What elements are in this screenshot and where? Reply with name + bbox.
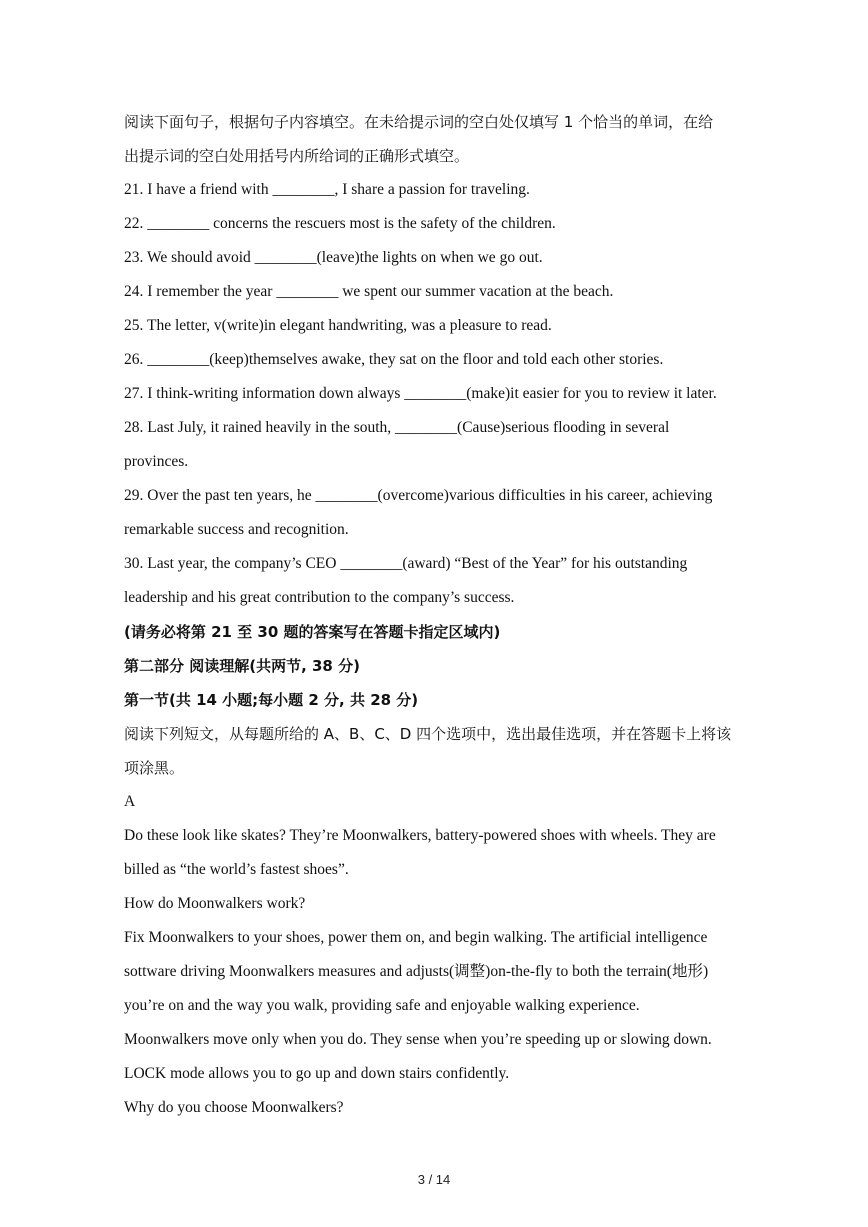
instructions-line-1: 阅读下面句子，根据句子内容填空。在未给提示词的空白处仅填写 1 个恰当的单词，在给 (124, 113, 714, 131)
question-29-continued: remarkable success and recognition. (124, 521, 349, 538)
passage-line: Why do you choose Moonwalkers? (124, 1099, 344, 1116)
question-24: 24. I remember the year ________ we spent our summer vacation at the beach. (124, 283, 614, 300)
passage-line: you’re on and the way you walk, providing safe and enjoyable walking experience. (124, 997, 640, 1014)
passage-line: Do these look like skates? They’re Moonwalkers, battery-powered shoes with wheels. They are (124, 827, 716, 844)
answer-note: (请务必将第 21 至 30 题的答案写在答题卡指定区域内) (124, 623, 501, 641)
question-27: 27. I think-writing information down always ________(make)it easier for you to review it later. (124, 385, 717, 402)
question-28-continued: provinces. (124, 453, 189, 470)
question-22: 22. ________ concerns the rescuers most is the safety of the children. (124, 215, 556, 232)
question-28: 28. Last July, it rained heavily in the south, ________(Cause)serious flooding in several (124, 419, 670, 436)
instructions-line-2: 出提示词的空白处用括号内所给词的正确形式填空。 (124, 147, 470, 165)
question-30: 30. Last year, the company’s CEO ________(award) “Best of the Year” for his outstanding (124, 555, 688, 572)
passage-line: Fix Moonwalkers to your shoes, power them on, and begin walking. The artificial intelligence (124, 929, 708, 946)
question-26: 26. ________(keep)themselves awake, they sat on the floor and told each other stories. (124, 351, 664, 368)
page-number: 3 / 14 (417, 1172, 451, 1187)
passage-line: How do Moonwalkers work? (124, 895, 306, 912)
passage-line: Moonwalkers move only when you do. They sense when you’re speeding up or slowing down. (124, 1031, 712, 1048)
question-29: 29. Over the past ten years, he ________(overcome)various difficulties in his career, achieving (124, 487, 713, 504)
passage-line: LOCK mode allows you to go up and down stairs confidently. (124, 1065, 510, 1082)
question-23: 23. We should avoid ________(leave)the lights on when we go out. (124, 249, 543, 266)
question-25: 25. The letter, v(write)in elegant handwriting, was a pleasure to read. (124, 317, 552, 334)
reading-instructions-line-2: 项涂黑。 (124, 759, 185, 777)
subsection-heading: 第一节(共 14 小题;每小题 2 分, 共 28 分) (124, 691, 419, 709)
question-21: 21. I have a friend with ________, I share a passion for traveling. (124, 181, 530, 198)
section-heading: 第二部分 阅读理解(共两节, 38 分) (124, 657, 360, 675)
page-content (124, 105, 749, 1125)
passage-line: sottware driving Moonwalkers measures and adjusts(调整)on-the-fly to both the terrain(地形) (124, 963, 709, 980)
question-30-continued: leadership and his great contribution to the company’s success. (124, 589, 515, 606)
passage-label: A (124, 793, 136, 810)
reading-instructions-line-1: 阅读下列短文，从每题所给的 A、B、C、D 四个选项中，选出最佳选项，并在答题卡上将该 (124, 725, 732, 743)
passage-line: billed as “the world’s fastest shoes”. (124, 861, 349, 878)
